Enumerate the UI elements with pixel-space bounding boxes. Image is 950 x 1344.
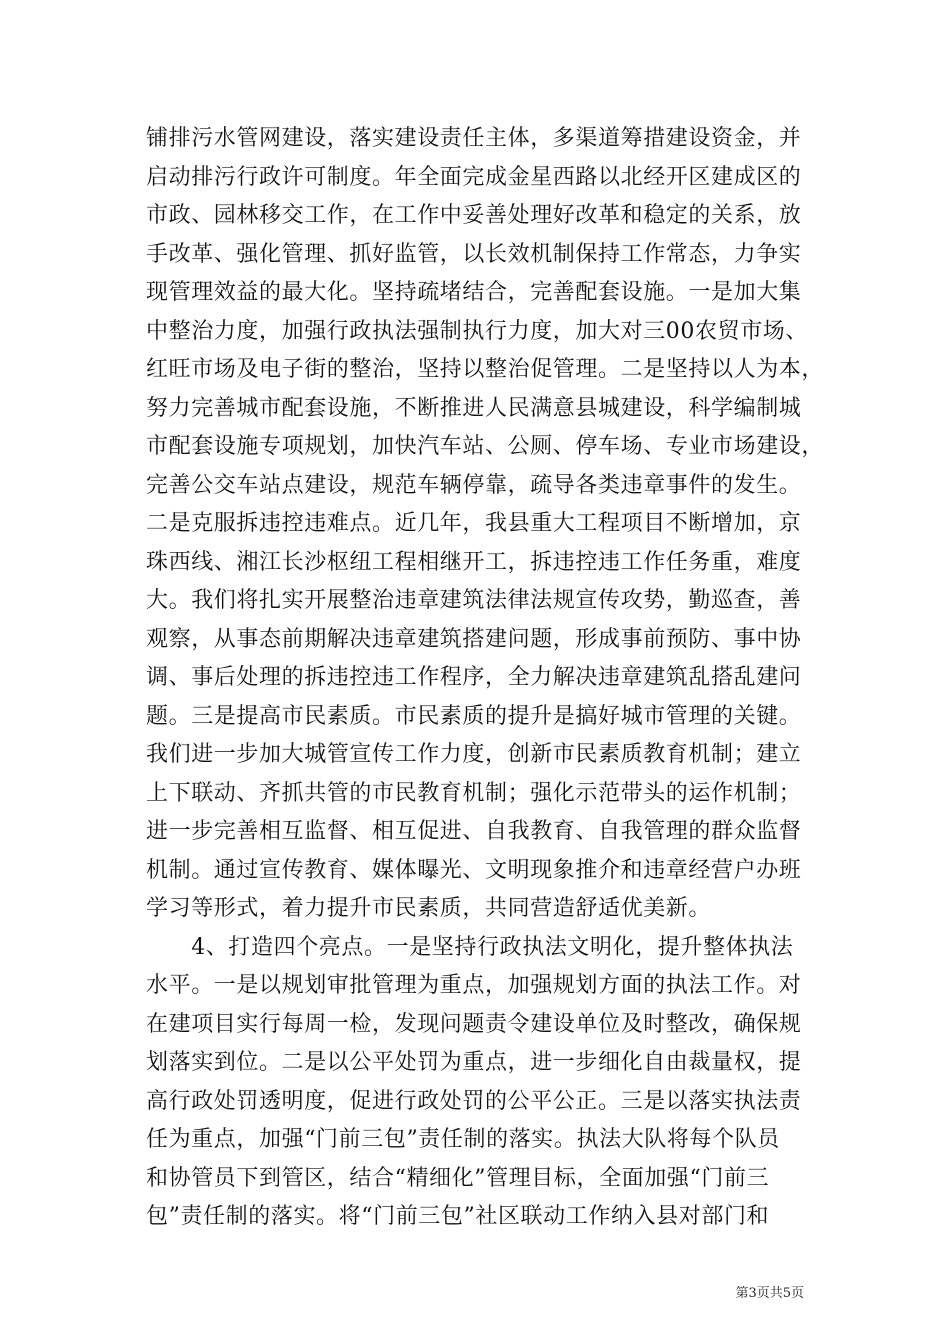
- text-line: 市配套设施专项规划，加快汽车站、公厕、停车场、专业市场建设，: [146, 434, 825, 459]
- text-line: 题。三是提高市民素质。市民素质的提升是搞好城市管理的关键。: [146, 703, 802, 729]
- text-line: 划落实到位。二是以公平处罚为重点，进一步细化自由裁量权，提: [146, 1050, 802, 1075]
- text-line: 任为重点，加强“门前三包”责任制的落实。执法大队将每个队员: [146, 1127, 780, 1152]
- text-line: 上下联动、齐抓共管的市民教育机制；强化示范带头的运作机制；: [146, 780, 802, 806]
- text-line: 机制。通过宣传教育、媒体曝光、文明现象推介和违章经营户办班: [146, 857, 802, 883]
- text-line: 和协管员下到管区，结合“精细化”管理目标，全面加强“门前三: [146, 1165, 770, 1191]
- text-line: 包”责任制的落实。将“门前三包”社区联动工作纳入县对部门和: [146, 1204, 770, 1229]
- text-line: 启动排污行政许可制度。年全面完成金星西路以北经开区建成区的: [146, 164, 802, 190]
- text-line: 我们进一步加大城管宣传工作力度，创新市民素质教育机制；建立: [146, 742, 802, 767]
- text-line: 调、事后处理的拆违控违工作程序，全力解决违章建筑乱搭乱建问: [146, 665, 802, 690]
- text-line: 在建项目实行每周一检，发现问题责令建设单位及时整改，确保规: [146, 1011, 802, 1037]
- text-line: 中整治力度，加强行政执法强制执行力度，加大对三00农贸市场、: [146, 318, 808, 344]
- text-line: 现管理效益的最大化。坚持疏堵结合，完善配套设施。一是加大集: [146, 280, 802, 305]
- text-line: 二是克服拆违控违难点。近几年，我县重大工程项目不断增加，京: [146, 511, 802, 536]
- page-number: 第3页共5页: [735, 1286, 804, 1301]
- text-line: 水平。一是以规划审批管理为重点，加强规划方面的执法工作。对: [146, 973, 802, 998]
- text-line: 完善公交车站点建设，规范车辆停靠，疏导各类违章事件的发生。: [146, 472, 802, 498]
- text-line: 红旺市场及电子街的整治，坚持以整治促管理。二是坚持以人为本，: [146, 357, 825, 382]
- text-line: 高行政处罚透明度，促进行政处罚的公平公正。三是以落实执法责: [146, 1088, 802, 1114]
- text-line: 努力完善城市配套设施，不断推进人民满意县城建设，科学编制城: [146, 395, 802, 421]
- text-line: 市政、园林移交工作，在工作中妥善处理好改革和稳定的关系，放: [146, 203, 802, 228]
- text-line: 学习等形式，着力提升市民素质，共同营造舒适优美新。: [146, 896, 712, 921]
- text-line: 进一步完善相互监督、相互促进、自我教育、自我管理的群众监督: [146, 819, 802, 844]
- body-text: [146, 120, 825, 1237]
- text-line: 手改革、强化管理、抓好监管，以长效机制保持工作常态，力争实: [146, 241, 802, 267]
- text-line: 大。我们将扎实开展整治违章建筑法律法规宣传攻势，勤巡查，善: [146, 588, 802, 613]
- text-line: 珠西线、湘江长沙枢纽工程相继开工，拆违控违工作任务重，难度: [146, 549, 802, 575]
- text-line: 4、打造四个亮点。一是坚持行政执法文明化，提升整体执法: [146, 934, 794, 960]
- text-line: 铺排污水管网建设，落实建设责任主体，多渠道筹措建设资金，并: [146, 126, 802, 151]
- text-line: 观察，从事态前期解决违章建筑搭建问题，形成事前预防、事中协: [146, 626, 802, 652]
